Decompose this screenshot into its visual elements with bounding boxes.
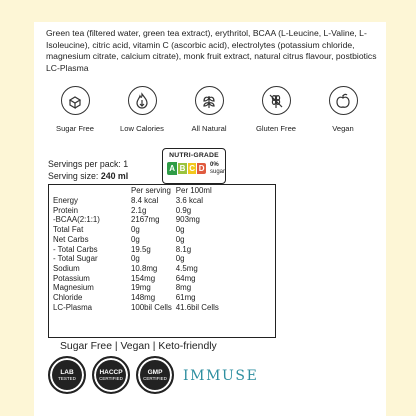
badge-label: Low Calories [120,124,164,133]
table-row: Chloride 148mg 61mg [53,293,196,303]
badge-low-calories [107,86,177,133]
serving-size-value: 240 ml [100,171,129,181]
gmp-seal-icon: GMP CERTIFIED [136,356,174,394]
table-row: Protein 2.1g 0.9g [53,205,192,215]
table-row: Net Carbs 0g 0g [53,234,185,244]
diet-claims: Sugar Free | Vegan | Keto-friendly [60,341,217,352]
table-header: Per serving Per 100ml [131,186,212,195]
sugar-cubes-icon [66,92,84,110]
table-row: Sodium 10.8mg 4.5mg [53,263,198,273]
badge-all-natural [174,86,244,133]
table-row: Potassium 154mg 64mg [53,273,196,283]
table-row: - Total Carbs 19.5g 8.1g [53,244,192,254]
lab-tested-seal-icon: LAB TESTED [48,356,86,394]
feature-badges [48,86,384,146]
grade-d: D [198,164,205,173]
table-row: Magnesium 19mg 8mg [53,283,192,293]
badge-vegan [308,86,378,133]
wheat-crossed-icon [267,92,285,110]
badge-label: All Natural [191,124,227,133]
flame-down-icon [133,92,151,110]
grade-a: A [167,162,177,175]
grade-c: C [189,164,195,173]
serving-size: Serving size: 240 ml [48,171,129,181]
table-row: Total Fat 0g 0g [53,225,185,235]
badge-label: Gluten Free [255,124,297,133]
grade-b: B [179,164,186,173]
brand-logo: IMMUSE [183,368,259,384]
nutrition-table [48,184,276,338]
ingredients-text: Green tea (filtered water, green tea extract), erythritol, BCAA (L-Leucine, L-Valine, L-Isoleucine), citric acid, vitamin C (ascorbic acid), electrolytes (potassium chloride, magnesium citrate, calcium citrate), monk fruit extract, natural citrus flavour, postbiotics LC-Plasma [46,28,377,73]
leaf-icon [200,92,218,110]
apple-icon [334,92,352,110]
nutri-grade-label [162,148,226,184]
badge-label: Vegan [332,124,354,133]
haccp-seal-icon: HACCP CERTIFIED [92,356,130,394]
table-row: - Total Sugar 0g 0g [53,254,185,264]
table-row: LC-Plasma 100bil Cells 41.6bil Cells [53,302,219,312]
badge-label: Sugar Free [56,124,94,133]
table-row: Energy 8.4 kcal 3.6 kcal [53,196,203,205]
sugar-percentage: 0% sugar [210,162,226,175]
table-row: -BCAA(2:1:1) 2167mg 903mg [53,215,200,225]
nutri-grade-title: NUTRI-GRADE [169,152,219,159]
badge-sugar-free [40,86,110,133]
servings-per-pack: Servings per pack: 1 [48,159,129,169]
serving-info [48,158,128,182]
badge-gluten-free [241,86,311,133]
